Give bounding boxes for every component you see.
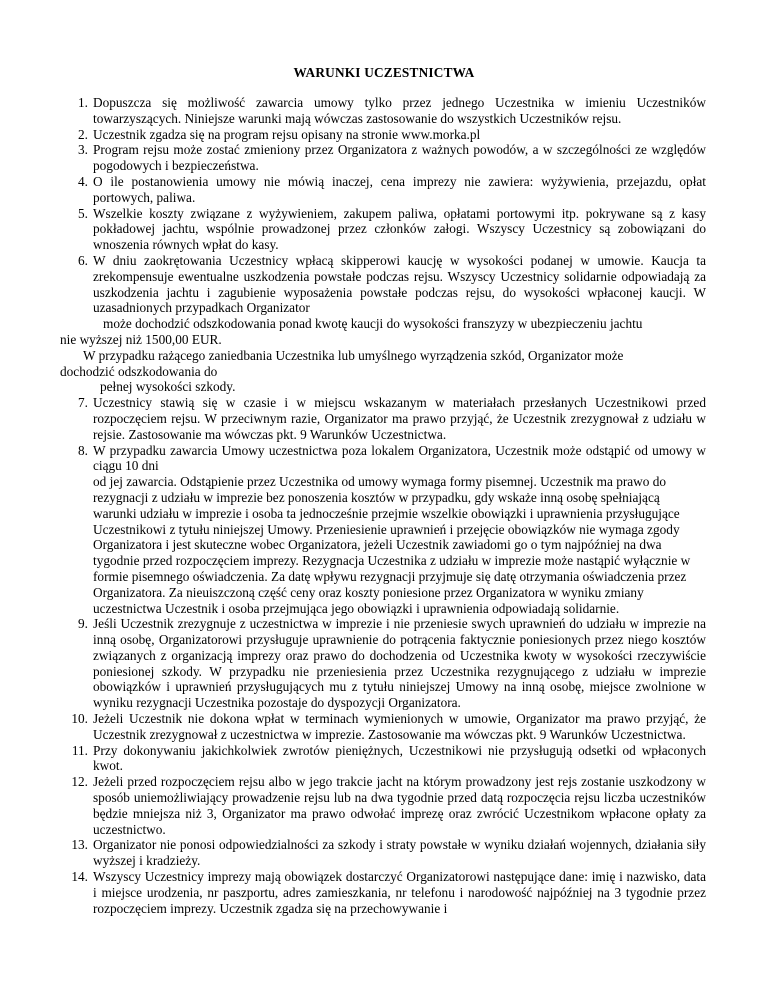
conditions-list — [60, 95, 706, 916]
list-item — [60, 395, 706, 442]
item-text: Wszyscy Uczestnicy imprezy mają obowiązek dostarczyć Organizatorowi następujące dane: imię i nazwisko, data i miejsce urodzenia, nr paszportu, adres zamieszkania, nr telefonu i narodowość najpóźniej na 3 tygodnie przez rozpoczęciem imprezy. Uczestnik zgadza się na przechowywanie i — [93, 869, 706, 916]
item-text: Organizator nie ponosi odpowiedzialności za szkody i straty powstałe w wyniku działań wojennych, działania siły wyższej i kradzieży. — [93, 837, 706, 869]
list-item — [60, 869, 706, 916]
list-item — [60, 253, 706, 395]
item-number: 2. — [78, 126, 88, 142]
item-number: 6. — [78, 252, 88, 268]
item-text-continuation: W przypadku rażącego zaniedbania Uczestnika lub umyślnego wyrządzenia szkód, Organizator może — [83, 347, 624, 363]
item-number: 12. — [71, 774, 88, 790]
item-number: 7. — [78, 395, 88, 411]
item-text: W przypadku zawarcia Umowy uczestnictwa poza lokalem Organizatora, Uczestnik może odstąpić od umowy w ciągu 10 dni — [93, 442, 706, 474]
list-item — [60, 774, 706, 837]
item-text: Jeżeli przed rozpoczęciem rejsu albo w jego trakcie jacht na którym prowadzony jest rejs zostanie uszkodzony w sposób uniemożliwiający prowadzenie rejsu lub na dwa tygodnie przed datą rozpoczęcia rejsu liczba uczestników będzie mniejsza niż 3, Organizator ma prawo odwołać imprezę oraz zwrócić Uczestnikom wpłacone opłaty za uczestnictwo. — [93, 774, 706, 837]
item-number: 9. — [78, 616, 88, 632]
list-item — [60, 206, 706, 253]
item-text-continuation: nie wyższej niż 1500,00 EUR. — [60, 331, 222, 347]
list-item — [60, 95, 706, 127]
list-item — [60, 616, 706, 711]
item-text-continuation: może dochodzić odszkodowania ponad kwotę kaucji do wysokości franszyzy w ubezpieczeniu jachtu — [103, 316, 643, 332]
item-number: 1. — [78, 95, 88, 110]
item-text: W dniu zaokrętowania Uczestnicy wpłacą skipperowi kaucję w wysokości podanej w umowie. Kaucja ta zrekompensuje ewentualne uszkodzenia powstałe podczas rejsu. Wszyscy Uczestnicy solidarnie odpowiadają za uszkodzenia jachtu i zagubienie wyposażenia powstałe podczas rejsu, do wysokości wpłaconej kaucji. W uzasadnionych przypadkach Organizator — [93, 252, 706, 316]
item-number: 13. — [71, 837, 88, 853]
document-title: WARUNKI UCZESTNICTWA — [293, 65, 475, 80]
list-item — [60, 837, 706, 869]
item-number: 5. — [78, 205, 88, 221]
item-text: Program rejsu może zostać zmieniony przez Organizatora z ważnych powodów, a w szczególności ze względów pogodowych i bezpieczeństwa. — [93, 142, 706, 174]
item-text: Dopuszcza się możliwość zawarcia umowy tylko przez jednego Uczestnika w imieniu Uczestników towarzyszących. Niniejsze warunki mają wówczas zastosowanie do wszystkich Uczestników rejsu. — [93, 95, 706, 126]
item-text: Jeżeli Uczestnik nie dokona wpłat w terminach wymienionych w umowie, Organizator ma prawo przyjąć, że Uczestnik zrezygnował z uczestnictwa w imprezie. Zastosowanie ma wówczas pkt. 9 Warunków Uczestnictwa. — [93, 711, 706, 742]
item-text: Wszelkie koszty związane z wyżywieniem, zakupem paliwa, opłatami portowymi itp. pokrywane są z kasy pokładowej jachtu, wspólnie prowadzonej przez członków załogi. Wszyscy Uczestnicy są zobowiązani do wnoszenia równych wpłat do kasy. — [93, 205, 706, 253]
item-number: 4. — [78, 173, 88, 189]
list-item — [60, 743, 706, 775]
item-text-continuation: pełnej wysokości szkody. — [100, 379, 236, 395]
item-text: Jeśli Uczestnik zrezygnuje z uczestnictwa w imprezie i nie przeniesie swych uprawnień do udziału w imprezie na inną osobę, Organizatorowi przysługuje uprawnienie do potrącenia faktycznie poniesionych przez niego kosztów związanych z organizacją imprezy oraz prawo do dochodzenia od Uczestnika kwoty w wysokości rzeczywiście poniesionej szkody. W przypadku nie przeniesienia przez Uczestnika rezygnującego z udziału w imprezie obowiązków i uprawnień przysługujących mu z tytułu niniejszej Umowy na inną osobę, miejsce zwolnione w wyniku rezygnacji Uczestnika pozostaje do dyspozycji Organizatora. — [93, 616, 706, 711]
list-item — [60, 443, 706, 617]
item-number: 3. — [78, 142, 88, 158]
item-text-continuation: od jej zawarcia. Odstąpienie przez Uczestnika od umowy wymaga formy pisemnej. Uczestnik ma prawo do rezygnacji z udziału w imprezie bez ponoszenia kosztów w przypadku, gdy wskaże inną osobę spełniającą warunki udziału w imprezie i osoba ta jednocześnie przejmie wszelkie obowiązki i uprawnienia przysługujące Uczestnikowi z tytułu niniejszej Umowy. Przeniesienie uprawnień i przejęcie obowiązków nie wymaga zgody Organizatora i jest skuteczne wobec Organizatora, jeżeli Uczestnik zawiadomi go o tym najpóźniej na dwa tygodnie przed rozpoczęciem imprezy. Rezygnacja Uczestnika z udziału w imprezie może nastąpić wyłącznie w formie pisemnego oświadczenia. Za datę wpływu rezygnacji przyjmuje się datę otrzymania oświadczenia przez Organizatora. Za nieuiszczoną część ceny oraz koszty poniesione przez Organizatora w wyniku zmiany uczestnictwa Uczestnik i osoba przejmująca jego obowiązki i uprawnienia odpowiadają solidarnie. — [93, 474, 691, 616]
list-item — [60, 127, 706, 143]
item-number: 8. — [78, 442, 88, 458]
item-text: Uczestnik zgadza się na program rejsu opisany na stronie www.morka.pl — [93, 126, 481, 142]
list-item — [60, 711, 706, 743]
item-text: Uczestnicy stawią się w czasie i w miejscu wskazanym w materiałach przesłanych Uczestnikowi przed rozpoczęciem rejsu. W przeciwnym razie, Organizator ma prawo przyjąć, że Uczestnik zrezygnował z udziału w rejsie. Zastosowanie ma wówczas pkt. 9 Warunków Uczestnictwa. — [93, 395, 706, 442]
item-text: Przy dokonywaniu jakichkolwiek zwrotów pieniężnych, Uczestnikowi nie przysługują odsetki od wpłaconych kwot. — [93, 742, 706, 774]
list-item — [60, 142, 706, 174]
item-number: 11. — [71, 742, 88, 758]
list-item — [60, 174, 706, 206]
item-text: O ile postanowienia umowy nie mówią inaczej, cena imprezy nie zawiera: wyżywienia, przejazdu, opłat portowych, paliwa. — [93, 173, 706, 205]
item-text-continuation: dochodzić odszkodowania do — [60, 363, 218, 379]
item-number: 10. — [71, 711, 88, 727]
item-number: 14. — [71, 869, 88, 885]
